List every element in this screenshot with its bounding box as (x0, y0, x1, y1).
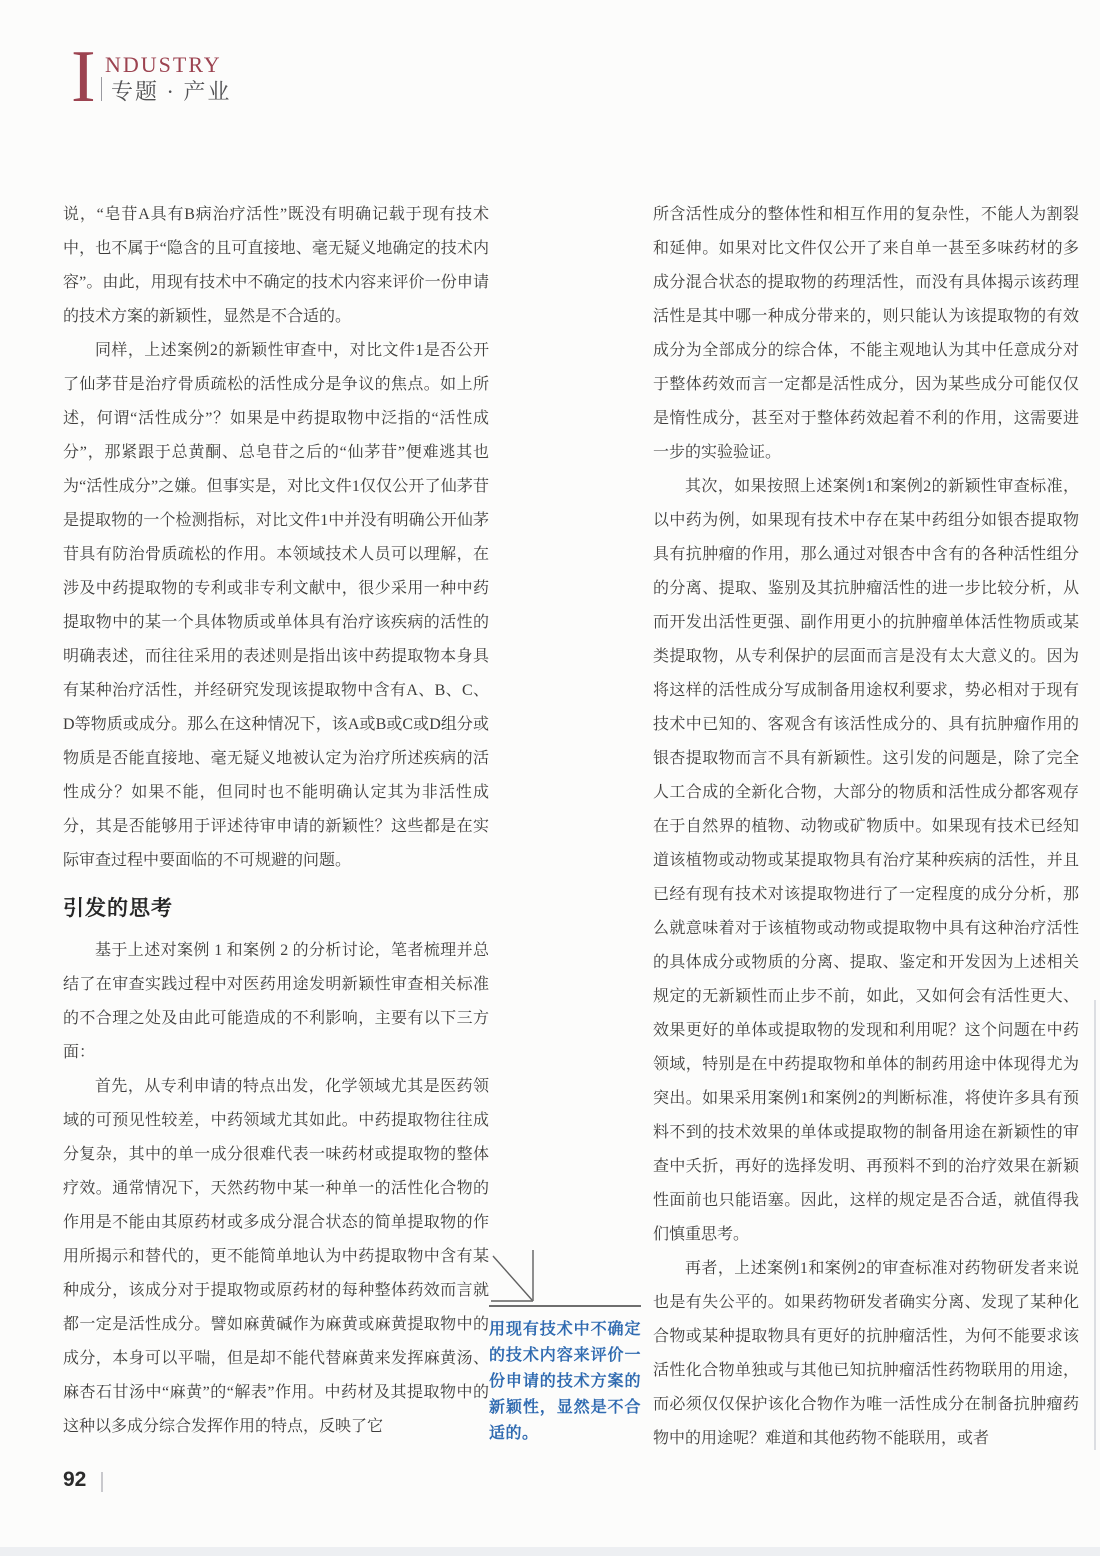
masthead-section-title: 专题 · 产业 (111, 79, 232, 104)
paragraph: 说，“皂苷A具有B病治疗活性”既没有明确记载于现有技术中，也不属于“隐含的且可直接地、毫无疑义地确定的技术内容”。由此，用现有技术中不确定的技术内容来评价一份申请的技术方案的新颖性，显然是不合适的。 (63, 206, 489, 325)
masthead-dropcap: I (71, 36, 96, 118)
corner-arrow-icon (489, 1250, 537, 1304)
page-number: 92 (63, 1468, 87, 1491)
page-number-divider (101, 1472, 103, 1492)
pull-quote (489, 1250, 641, 1447)
paragraph: 再者，上述案例1和案例2的审查标准对药物研发者来说也是有失公平的。如果药物研发者确实分离、发现了某种化合物或某种提取物具有更好的抗肿瘤活性，为何不能要求该活性化合物单独或与其他已知抗肿瘤活性药物联用的用途，而必须仅仅保护该化合物作为唯一活性成分在制备抗肿瘤药物中的用途呢？难道和其他药物不能联用，或者 (653, 1260, 1079, 1447)
scan-right-edge (1094, 1000, 1096, 1450)
pull-quote-text: 用现有技术中不确定的技术内容来评价一份申请的技术方案的新颖性，显然是不合适的。 (489, 1321, 641, 1442)
left-column (63, 198, 489, 1444)
right-column (653, 198, 1079, 1456)
paragraph: 其次，如果按照上述案例1和案例2的新颖性审查标准，以中药为例，如果现有技术中存在某中药组分如银杏提取物具有抗肿瘤的作用，那么通过对银杏中含有的各种活性组分的分离、提取、鉴别及其抗肿瘤活性的进一步比较分析，从而开发出活性更强、副作用更小的抗肿瘤单体活性物质或某类提取物，从专利保护的层面而言是没有太大意义的。因为将这样的活性成分写成制备用途权利要求，势必相对于现有技术中已知的、客观含有该活性成分的、具有抗肿瘤作用的银杏提取物而言不具有新颖性。这引发的问题是，除了完全人工合成的全新化合物，大部分的物质和活性成分都客观存在于自然界的植物、动物或矿物质中。如果现有技术已经知道该植物或动物或某提取物具有治疗某种疾病的活性，并且已经有现有技术对该提取物进行了一定程度的成分分析，那么就意味着对于该植物或动物或提取物中具有这种治疗活性的具体成分或物质的分离、提取、鉴定和开发因为上述相关规定的无新颖性而止步不前，如此，又如何会有活性更大、效果更好的单体或提取物的发现和利用呢？这个问题在中药领域，特别是在中药提取物和单体的制药用途中体现得尤为突出。如果采用案例1和案例2的判断标准，将使许多具有预料不到的技术效果的单体或提取物的制备用途在新颖性的审查中夭折，再好的选择发明、再预料不到的治疗效果在新颖性面前也只能语塞。因此，这样的规定是否合适，就值得我们慎重思考。 (653, 478, 1079, 1243)
paragraph: 首先，从专利申请的特点出发，化学领域尤其是医药领域的可预见性较差，中药领域尤其如此。中药提取物往往成分复杂，其中的单一成分很难代表一味药材或提取物的整体疗效。通常情况下，天然药物中某一种单一的活性化合物的作用是不能由其原药材或多成分混合状态的简单提取物的作用所揭示和替代的，更不能简单地认为中药提取物中含有某种成分，该成分对于提取物或原药材的每种整体药效而言就都一定是活性成分。譬如麻黄碱作为麻黄或麻黄提取物中的成分，本身可以平喘，但是却不能代替麻黄来发挥麻黄汤、麻杏石甘汤中“麻黄”的“解表”作用。中药材及其提取物中的这种以多成分综合发挥作用的特点，反映了它 (63, 1078, 489, 1435)
section-heading: 引发的思考 (63, 897, 173, 920)
paragraph: 同样，上述案例2的新颖性审查中，对比文件1是否公开了仙茅苷是治疗骨质疏松的活性成分是争议的焦点。如上所述，何谓“活性成分”？如果是中药提取物中泛指的“活性成分”，那紧跟于总黄酮、总皂苷之后的“仙茅苷”便难逃其也为“活性成分”之嫌。但事实是，对比文件1仅仅公开了仙茅苷是提取物的一个检测指标，对比文件1中并没有明确公开仙茅苷具有防治骨质疏松的作用。本领域技术人员可以理解，在涉及中药提取物的专利或非专利文献中，很少采用一种中药提取物中的某一个具体物质或单体具有治疗该疾病的活性的明确表述，而往往采用的表述则是指出该中药提取物本身具有某种治疗活性，并经研究发现该提取物中含有A、B、C、D等物质或成分。那么在这种情况下，该A或B或C或D组分或物质是否能直接地、毫无疑义地被认定为治疗所述疾病的活性成分？如果不能，但同时也不能明确认定其为非活性成分，其是否能够用于评述待审申请的新颖性？这些都是在实际审查过程中要面临的不可规避的问题。 (63, 342, 489, 869)
paragraph: 所含活性成分的整体性和相互作用的复杂性，不能人为割裂和延伸。如果对比文件仅公开了来自单一甚至多味药材的多成分混合状态的提取物的药理活性，而没有具体揭示该药理活性是其中哪一种成分带来的，则只能认为该提取物的有效成分为全部成分的综合体，不能主观地认为其中任意成分对于整体药效而言一定都是活性成分，因为某些成分可能仅仅是惰性成分，甚至对于整体药效起着不利的作用，这需要进一步的实验验证。 (653, 206, 1079, 461)
masthead-divider (101, 77, 102, 101)
scan-bottom-edge (0, 1547, 1100, 1556)
paragraph: 基于上述对案例 1 和案例 2 的分析讨论，笔者梳理并总结了在审查实践过程中对医药用途发明新颖性审查相关标准的不合理之处及由此可能造成的不利影响，主要有以下三方面： (63, 942, 489, 1061)
pull-quote-rule (489, 1305, 641, 1307)
masthead-title-en: NDUSTRY (105, 52, 222, 77)
